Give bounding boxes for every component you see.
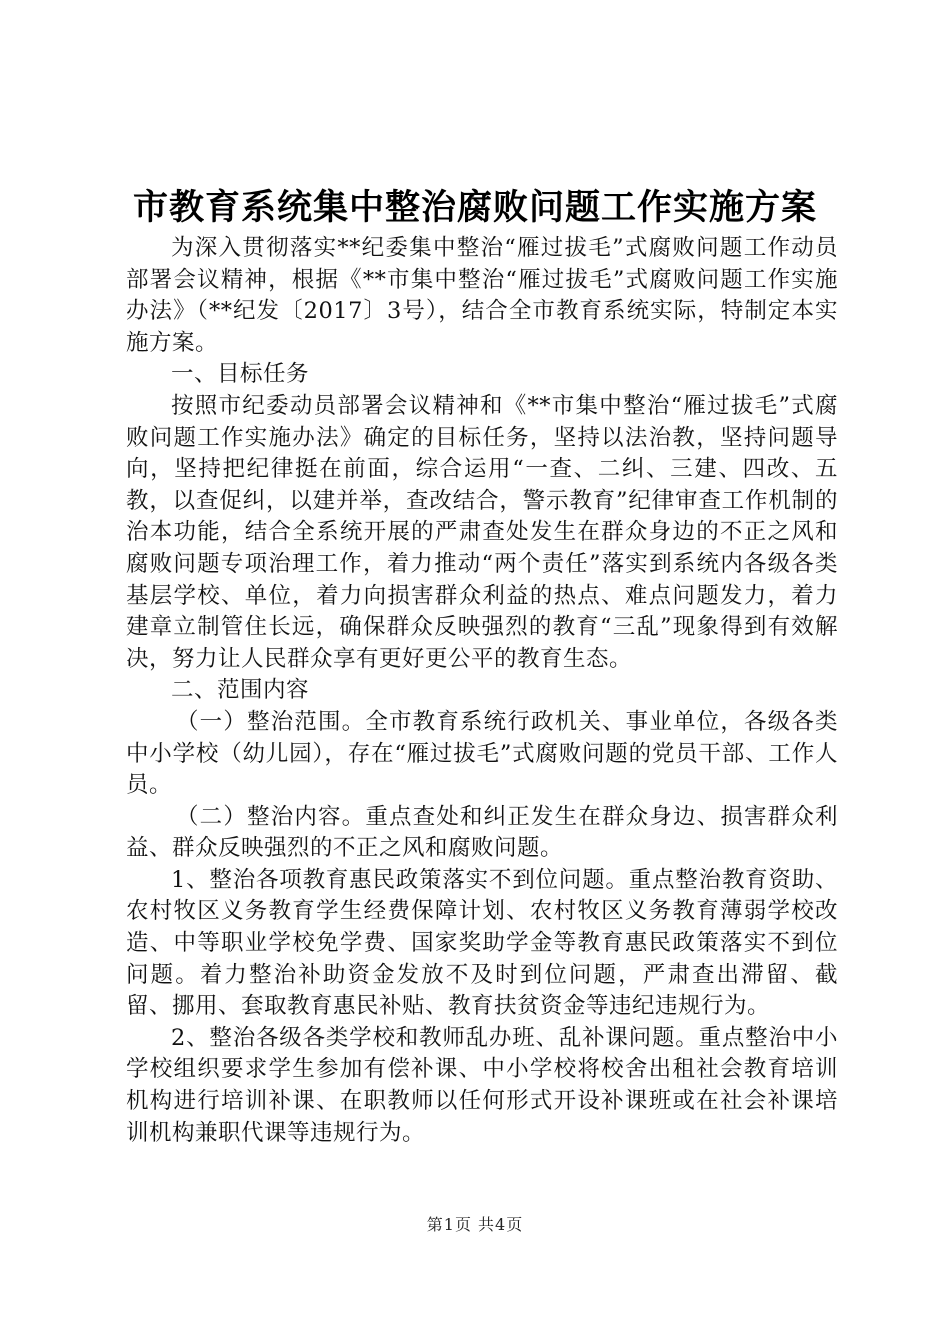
item-1-paragraph: 1、整治各项教育惠民政策落实不到位问题。重点整治教育资助、农村牧区义务教育学生经费保障计划、农村牧区义务教育薄弱学校改造、中等职业学校免学费、国家奖助学金等教育惠民政策落实不到位问题。着力整治补助资金发放不及时到位问题，严肃查出滞留、截留、挪用、套取教育惠民补贴、教育扶贫资金等违纪违规行为。 [126, 866, 838, 1020]
page-number: 第1页 共4页 [426, 1215, 524, 1234]
item-2-paragraph: 2、整治各级各类学校和教师乱办班、乱补课问题。重点整治中小学校组织要求学生参加有偿补课、中小学校将校舍出租社会教育培训机构进行培训补课、在职教师以任何形式开设补课班或在社会补课培训机构兼职代课等违规行为。 [126, 1024, 838, 1146]
intro-paragraph: 为深入贯彻落实**纪委集中整治“雁过拔毛”式腐败问题工作动员部署会议精神，根据《**市集中整治“雁过拔毛”式腐败问题工作实施办法》（**纪发〔2017〕3号），结合全市教育系统实际，特制定本实施方案。 [126, 235, 838, 356]
scope-range-paragraph: （一）整治范围。全市教育系统行政机关、事业单位，各级各类中小学校（幼儿园），存在“雁过拔毛”式腐败问题的党员干部、工作人员。 [126, 708, 838, 799]
document-body [126, 233, 838, 1149]
section-heading-scope: 二、范围内容 [171, 677, 310, 704]
section-heading-goals: 一、目标任务 [171, 361, 310, 388]
document-title: 市教育系统集中整治腐败问题工作实施方案 [132, 187, 817, 228]
scope-content-paragraph: （二）整治内容。重点查处和纠正发生在群众身边、损害群众利益、群众反映强烈的不正之风和腐败问题。 [126, 803, 838, 862]
goals-paragraph: 按照市纪委动员部署会议精神和《**市集中整治“雁过拔毛”式腐败问题工作实施办法》确定的目标任务，坚持以法治教，坚持问题导向，坚持把纪律挺在前面，综合运用“一查、二纠、三建、四改、五教，以查促纠，以建并举，查改结合，警示教育”纪律审查工作机制的治本功能，结合全系统开展的严肃查处发生在群众身边的不正之风和腐败问题专项治理工作，着力推动“两个责任”落实到系统内各级各类基层学校、单位，着力向损害群众利益的热点、难点问题发力，着力建章立制管住长远，确保群众反映强烈的教育“三乱”现象得到有效解决，努力让人民群众享有更好更公平的教育生态。 [126, 392, 838, 672]
